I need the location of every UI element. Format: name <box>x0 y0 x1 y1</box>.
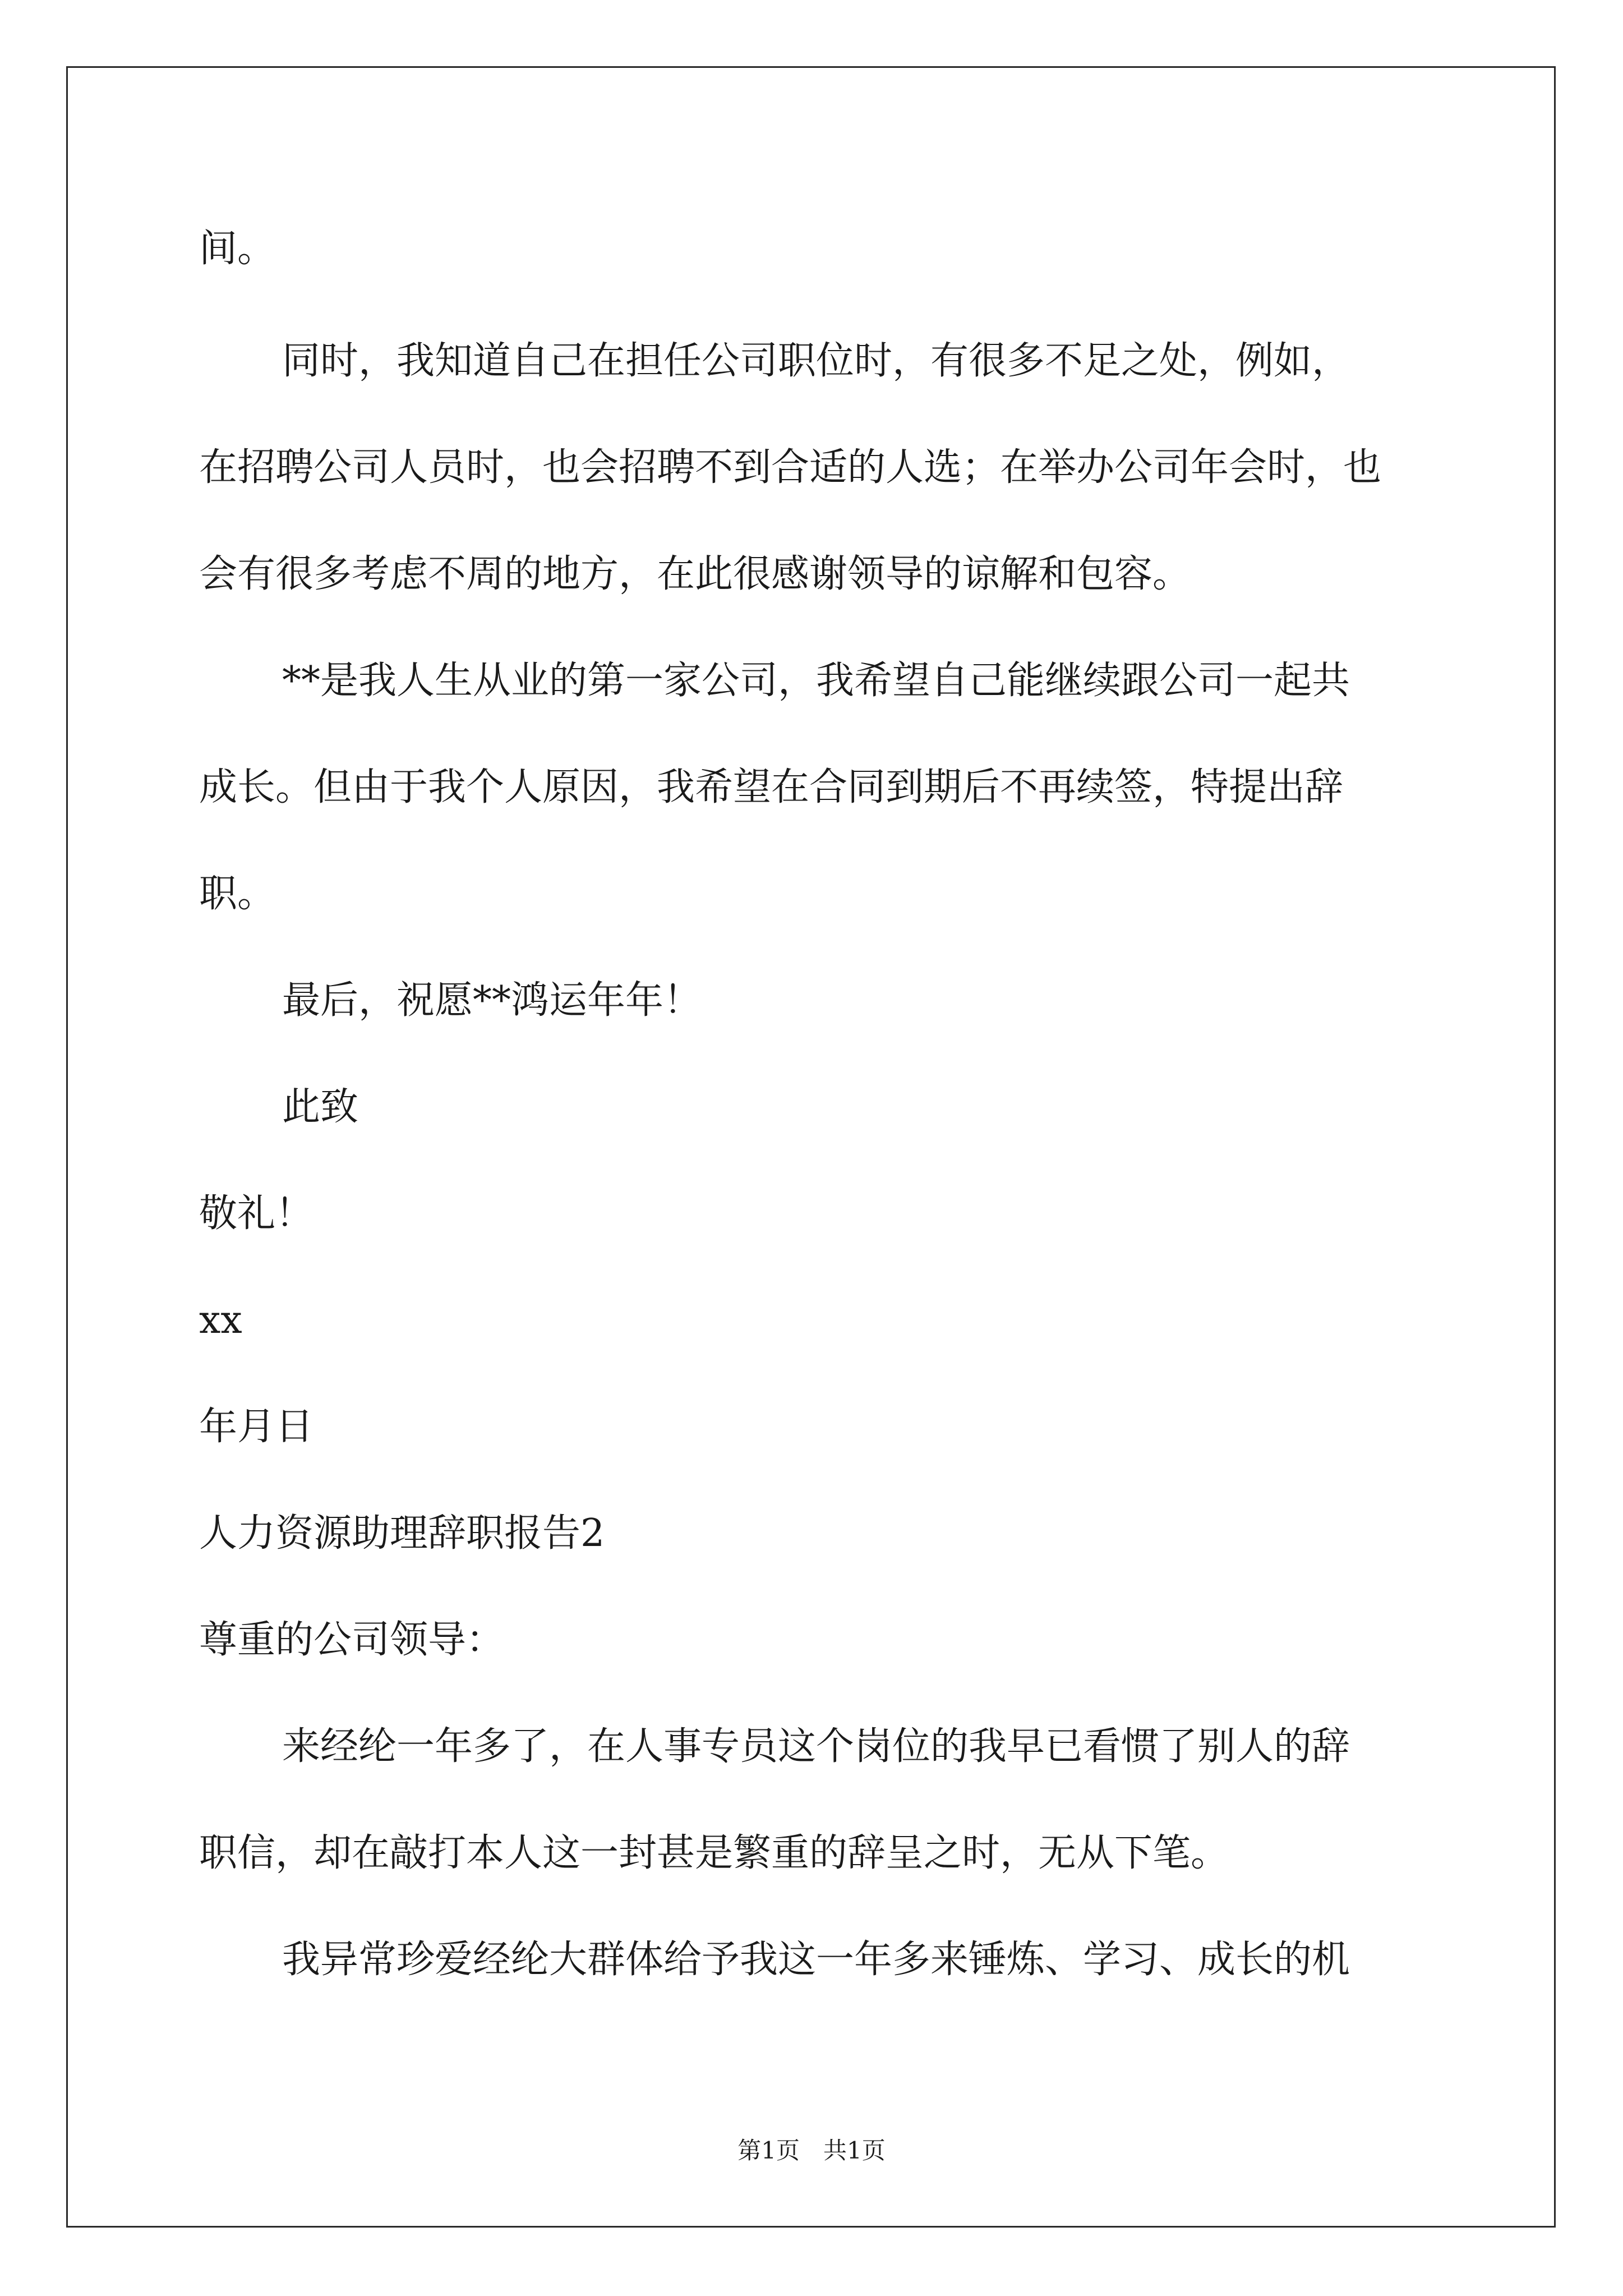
heading: 人力资源助理辞职报告2 <box>199 1511 605 1556</box>
text-line: 在招聘公司人员时，也会招聘不到合适的人选；在举办公司年会时，也 <box>199 445 1382 490</box>
text-line: 此致 <box>282 1085 359 1129</box>
text-line: xx <box>199 1298 242 1342</box>
text-line: 同时，我知道自己在担任公司职位时，有很多不足之处，例如， <box>282 339 1350 383</box>
text-line: 敬礼！ <box>199 1191 314 1236</box>
text-line: 成长。但由于我个人原因，我希望在合同到期后不再续签，特提出辞 <box>199 765 1344 809</box>
text-line: **是我人生从业的第一家公司，我希望自己能继续跟公司一起共 <box>282 659 1350 703</box>
page-footer: 第1页 共1页 <box>737 2137 886 2164</box>
text-line: 最后，祝愿**鸿运年年！ <box>282 978 702 1023</box>
page-border <box>66 66 1556 2228</box>
text-line: 间。 <box>199 227 276 271</box>
text-line: 职信，却在敲打本人这一封甚是繁重的辞呈之时，无从下笔。 <box>199 1831 1229 1875</box>
salutation: 尊重的公司领导： <box>199 1618 505 1662</box>
text-line: 职。 <box>199 872 276 916</box>
text-line: 年月日 <box>199 1405 314 1449</box>
text-line: 我异常珍爱经纶大群体给予我这一年多来锤炼、学习、成长的机 <box>282 1938 1350 1982</box>
text-line: 会有很多考虑不周的地方，在此很感谢领导的谅解和包容。 <box>199 552 1191 596</box>
text-line: 来经纶一年多了，在人事专员这个岗位的我早已看惯了别人的辞 <box>282 1724 1350 1769</box>
